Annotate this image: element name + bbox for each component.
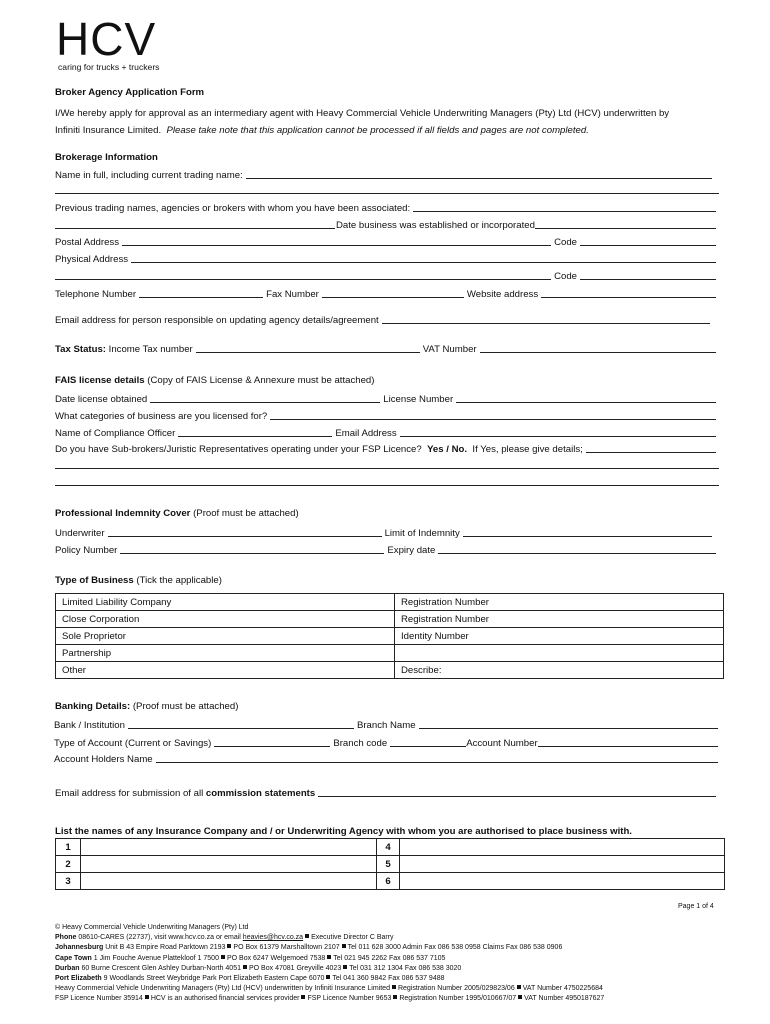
footer-jhb-po: PO Box 61379 Marshalltown 2107 [233,944,340,952]
date-license-field[interactable] [150,402,380,403]
bullet-icon [343,965,347,969]
contact-numbers-row [55,286,719,300]
intro-plain: Infiniti Insurance Limited. [55,125,162,136]
physical-code-row [55,268,719,282]
footer-dbn-address: 60 Burne Crescent Glen Ashley Durban-North 4051 [81,964,241,972]
income-tax-label: Income Tax number [108,344,193,355]
insurer-name-cell[interactable] [400,873,725,890]
footer-fsp-number: FSP Licence Number 35914 [55,995,143,1003]
footer-phone-label: Phone [55,934,77,942]
fax-label: Fax Number [266,289,319,300]
branch-code-field[interactable] [390,746,466,747]
intro-warning: Please take note that this application cannot be processed if all fields and pages are not completed. [166,125,589,136]
previous-names-row [55,200,719,214]
account-type-label: Type of Account (Current or Savings) [54,738,212,749]
physical-address-label: Physical Address [55,254,129,265]
footer-jhb-line [55,943,604,953]
account-holder-field[interactable] [156,762,718,763]
insurer-number: 1 [56,839,81,856]
compliance-officer-label: Name of Compliance Officer [55,428,176,439]
brokerage-heading: Brokerage Information [55,152,158,163]
limit-field[interactable] [463,536,712,537]
table-row[interactable] [56,611,724,628]
bank-field[interactable] [128,728,354,729]
underwriter-row [55,525,715,539]
bullet-icon [221,955,225,959]
table-row[interactable] [56,594,724,611]
banking-heading: Banking Details: [55,701,131,712]
physical-address-field-2[interactable] [55,279,551,280]
fais-note: (Copy of FAIS License & Annexure must be attached) [147,375,375,386]
date-license-label: Date license obtained [55,394,148,405]
fais-heading: FAIS license details [55,375,145,386]
branch-code-label: Branch code [333,738,388,749]
insurer-name-cell[interactable] [400,839,725,856]
bank-row [54,717,721,731]
insurer-name-cell[interactable] [81,856,377,873]
footer-pe-tel: Tel 041 360 9842 Fax 086 537 9488 [332,975,445,983]
business-type-heading: Type of Business [55,575,134,586]
table-row[interactable] [56,873,725,890]
branch-name-label: Branch Name [356,720,416,731]
footer-registration-line [55,984,604,994]
table-row[interactable] [56,628,724,645]
account-number-field[interactable] [538,746,718,747]
table-row[interactable] [56,645,724,662]
business-detail-cell[interactable]: Identity Number [395,628,724,645]
footer-pe-line [55,974,604,984]
underwriter-field[interactable] [108,536,382,537]
footer-dbn-tel: Tel 031 312 1304 Fax 086 538 3020 [349,964,462,972]
bullet-icon [327,955,331,959]
previous-names-field-2[interactable] [55,228,335,229]
logo-tagline: caring for trucks + truckers [58,62,160,72]
footer-pe-address: 9 Woodlands Street Weybridge Park Port Elizabeth Eastern Cape 6070 [103,975,325,983]
business-detail-cell[interactable]: Describe: [395,662,724,679]
footer-ct-po: PO Box 6247 Welgemoed 7538 [226,954,326,962]
compliance-email-label: Email Address [335,428,397,439]
commission-email-field[interactable] [318,796,716,797]
tax-status-row [55,341,719,355]
agency-email-row [55,312,713,326]
tax-status-heading: Tax Status: [55,344,106,355]
categories-row [55,408,719,422]
account-type-field[interactable] [214,746,330,747]
postal-address-field[interactable] [122,245,551,246]
subbrokers-details-field[interactable] [586,452,716,453]
fais-heading-row [55,375,374,386]
insurers-heading: List the names of any Insurance Company and / or Underwriting Agency with whom you are authorised to place business with. [55,826,632,837]
page-number: Page 1 of 4 [678,903,714,910]
branch-name-field[interactable] [419,728,718,729]
license-number-field[interactable] [456,402,716,403]
business-detail-cell[interactable]: Registration Number [395,594,724,611]
if-yes-label: If Yes, please give details; [472,444,583,455]
postal-code-field[interactable] [580,245,716,246]
business-type-cell[interactable]: Sole Proprietor [56,628,395,645]
insurer-number: 2 [56,856,81,873]
footer-dbn-label: Durban [55,964,80,972]
subbrokers-label: Do you have Sub-brokers/Juristic Representatives operating under your FSP Licence? [55,444,422,455]
footer-reg-number-2: Registration Number 1995/010667/07 [399,995,517,1003]
commission-email-row [55,785,719,799]
business-type-cell[interactable]: Partnership [56,645,395,662]
date-established-row [55,217,719,231]
name-in-full-label: Name in full, including current trading name: [55,170,243,181]
commission-email-label: Email address for submission of all [55,788,204,799]
policy-row [55,542,719,556]
footer-dbn-line [55,964,604,974]
footer-email-link[interactable]: heavies@hcv.co.za [242,934,304,942]
telephone-field[interactable] [139,297,263,298]
license-row [55,391,719,405]
footer-ct-line [55,954,604,964]
compliance-officer-field[interactable] [178,436,332,437]
agency-email-field[interactable] [382,323,710,324]
compliance-row [55,425,719,439]
account-type-row [54,735,721,749]
insurer-name-cell[interactable] [81,873,377,890]
insurer-name-cell[interactable] [400,856,725,873]
footer-phone-line [55,933,604,943]
bullet-icon [392,985,396,989]
policy-number-label: Policy Number [55,545,118,556]
subbrokers-details-line-3[interactable] [55,485,719,486]
categories-label: What categories of business are you licensed for? [55,411,268,422]
name-in-full-row [55,167,715,181]
name-in-full-line-2[interactable] [55,193,719,194]
banking-note: (Proof must be attached) [132,701,239,712]
footer-ct-tel: Tel 021 945 2262 Fax 086 537 7105 [333,954,446,962]
account-number-label: Account Number [466,738,538,749]
physical-code-label: Code [554,271,577,282]
business-type-cell[interactable]: Other [56,662,395,679]
business-type-note: (Tick the applicable) [136,575,222,586]
insurer-name-cell[interactable] [81,839,377,856]
footer-ct-label: Cape Town [55,954,92,962]
telephone-label: Telephone Number [55,289,137,300]
indemnity-note: (Proof must be attached) [193,508,299,519]
agency-email-label: Email address for person responsible on updating agency details/agreement [55,315,379,326]
fax-field[interactable] [322,297,464,298]
income-tax-field[interactable] [196,352,420,353]
intro-text [55,105,669,139]
bullet-icon [301,995,305,999]
date-established-field[interactable] [535,228,716,229]
previous-names-field[interactable] [413,211,716,212]
date-established-label: Date business was established or incorporated [336,220,535,231]
footer-jhb-tel: Tel 011 628 3000 Admin Fax 086 538 0958 Claims Fax 086 538 0906 [347,944,563,952]
postal-address-row [55,234,719,248]
subbrokers-details-line-2[interactable] [55,468,719,469]
indemnity-heading: Professional Indemnity Cover [55,508,191,519]
intro-line-2 [55,122,669,139]
footer-vat-number-2: VAT Number 4950187627 [524,995,605,1003]
website-field[interactable] [541,297,716,298]
previous-names-label: Previous trading names, agencies or brokers with whom you have been associated: [55,203,411,214]
footer-copyright: © Heavy Commercial Vehicle Underwriting Managers (Pty) Ltd [55,924,249,931]
form-title: Broker Agency Application Form [55,87,205,98]
account-holder-label: Account Holders Name [54,754,153,765]
physical-address-row [55,251,719,265]
footer-vat-number: VAT Number 4750225684 [522,985,603,993]
physical-address-field[interactable] [131,262,716,263]
footer-fsp-number-2: FSP Licence Number 9653 [307,995,392,1003]
footer [55,923,604,1005]
bullet-icon [518,995,522,999]
insurer-number: 6 [377,873,400,890]
footer-director: Executive Director C Barry [311,934,394,942]
footer-authorised: HCV is an authorised financial services provider [150,995,300,1003]
insurer-number: 5 [377,856,400,873]
insurers-table [55,838,725,890]
limit-label: Limit of Indemnity [384,528,460,539]
footer-jhb-label: Johannesburg [55,944,104,952]
vat-field[interactable] [480,352,716,353]
postal-address-label: Postal Address [55,237,119,248]
table-row[interactable] [56,856,725,873]
hcv-logo: HCV [56,13,157,65]
vat-label: VAT Number [422,344,477,355]
insurer-number: 3 [56,873,81,890]
banking-heading-row [55,701,238,712]
intro-line-1: I/We hereby apply for approval as an intermediary agent with Heavy Commercial Vehicle Underwriting Managers (Pty) Ltd (HCV) underwritten by [55,108,670,119]
compliance-email-field[interactable] [400,436,716,437]
indemnity-heading-row [55,508,299,519]
bank-label: Bank / Institution [54,720,125,731]
business-type-cell[interactable]: Limited Liability Company [56,594,395,611]
footer-reg-number: Registration Number 2005/029823/06 [397,985,515,993]
footer-phone-text: 08610-CARES (22737), visit www.hcv.co.za or email [78,934,241,942]
account-holder-row [54,751,721,765]
name-in-full-field[interactable] [246,178,712,179]
subbrokers-row [55,441,719,455]
underwriter-label: Underwriter [55,528,105,539]
expiry-label: Expiry date [387,545,436,556]
postal-code-label: Code [554,237,577,248]
footer-fsp-line [55,994,604,1004]
footer-dbn-po: PO Box 47081 Greyville 4023 [249,964,342,972]
bullet-icon [227,944,231,948]
bullet-icon [342,944,346,948]
business-detail-cell[interactable]: Registration Number [395,611,724,628]
bullet-icon [517,985,521,989]
yes-no-option[interactable]: Yes / No. [427,444,468,455]
footer-jhb-address: Unit B 43 Empire Road Parktown 2193 [105,944,226,952]
table-row[interactable] [56,662,724,679]
physical-code-field[interactable] [580,279,716,280]
categories-field[interactable] [270,419,716,420]
website-label: Website address [466,289,539,300]
insurer-number: 4 [377,839,400,856]
bullet-icon [305,934,309,938]
footer-pe-label: Port Elizabeth [55,975,102,983]
business-type-table [55,593,724,679]
commission-email-bold: commission statements [205,788,316,799]
footer-underwritten: Heavy Commercial Vehicle Underwriting Managers (Pty) Ltd (HCV) underwritten by Infiniti Insurance Limited [55,985,390,993]
footer-ct-address: 1 Jim Fouche Avenue Plattekloof 1 7500 [93,954,219,962]
expiry-field[interactable] [438,553,716,554]
bullet-icon [243,965,247,969]
business-type-heading-row [55,575,222,586]
policy-number-field[interactable] [120,553,384,554]
bullet-icon [393,995,397,999]
license-number-label: License Number [383,394,454,405]
table-row[interactable] [56,839,725,856]
business-detail-cell[interactable] [395,645,724,662]
business-type-cell[interactable]: Close Corporation [56,611,395,628]
bullet-icon [326,975,330,979]
bullet-icon [145,995,149,999]
